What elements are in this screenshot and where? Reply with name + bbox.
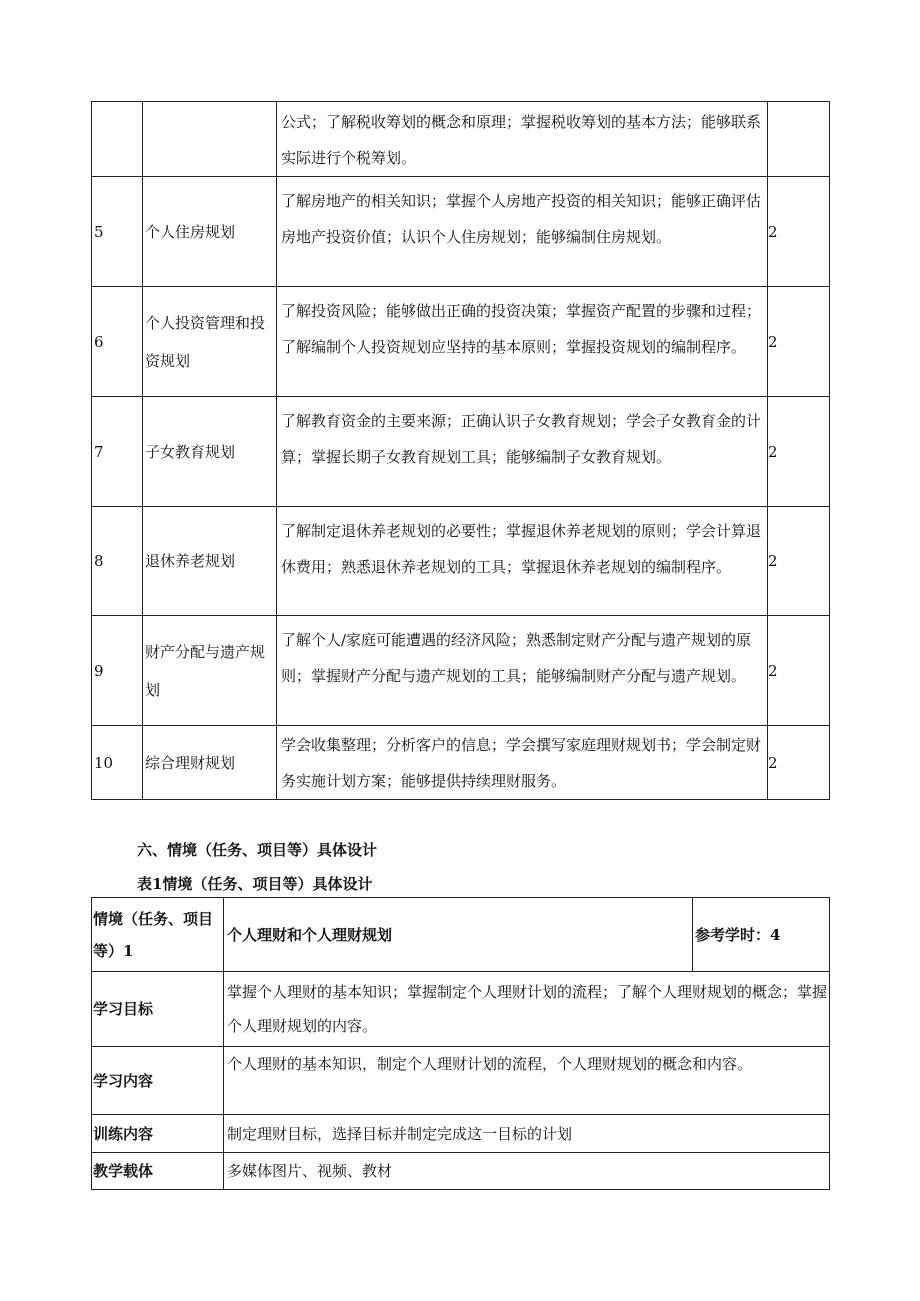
row-value: 掌握个人理财的基本知识；掌握制定个人理财计划的流程；了解个人理财规划的概念；掌握个人理财规划的内容。 [224, 972, 830, 1047]
empty-cell [768, 102, 830, 177]
row-number: 9 [92, 616, 143, 726]
row-value: 多媒体图片、视频、教材 [224, 1153, 830, 1190]
row-label: 训练内容 [92, 1115, 224, 1153]
module-name: 个人住房规划 [143, 177, 277, 287]
row-number: 5 [92, 177, 143, 287]
scenario-label: 情境（任务、项目等）1 [92, 898, 224, 972]
table-row [92, 972, 830, 1047]
table-row [92, 102, 830, 177]
table-row [92, 397, 830, 507]
table-row [92, 1153, 830, 1190]
content-cell: 公式；了解税收筹划的概念和原理；掌握税收筹划的基本方法；能够联系实际进行个税筹划。 [277, 102, 768, 177]
scenario-title: 个人理财和个人理财规划 [224, 898, 693, 972]
content-cell: 了解房地产的相关知识；掌握个人房地产投资的相关知识；能够正确评估房地产投资价值；认识个人住房规划；能够编制住房规划。 [277, 177, 768, 287]
row-number: 8 [92, 507, 143, 616]
hours-cell: 2 [768, 177, 830, 287]
module-name: 综合理财规划 [143, 726, 277, 800]
table-row [92, 177, 830, 287]
content-cell: 了解教育资金的主要来源；正确认识子女教育规划；学会子女教育金的计算；掌握长期子女教育规划工具；能够编制子女教育规划。 [277, 397, 768, 507]
table-caption: 表1情境（任务、项目等）具体设计 [137, 875, 373, 893]
module-name: 个人投资管理和投资规划 [143, 287, 277, 397]
row-value: 制定理财目标，选择目标并制定完成这一目标的计划 [224, 1115, 830, 1153]
section-heading: 六、情境（任务、项目等）具体设计 [137, 841, 378, 859]
hours-cell: 2 [768, 397, 830, 507]
table-row [92, 287, 830, 397]
table-row [92, 1047, 830, 1115]
hours-cell: 2 [768, 507, 830, 616]
scenario-design-table [91, 897, 830, 1190]
content-cell: 学会收集整理；分析客户的信息；学会撰写家庭理财规划书；学会制定财务实施计划方案；能够提供持续理财服务。 [277, 726, 768, 800]
module-name: 退休养老规划 [143, 507, 277, 616]
empty-cell [143, 102, 277, 177]
row-number: 7 [92, 397, 143, 507]
module-name: 财产分配与遗产规划 [143, 616, 277, 726]
hours-cell: 2 [768, 616, 830, 726]
table-row [92, 616, 830, 726]
row-number: 6 [92, 287, 143, 397]
table-row [92, 1115, 830, 1153]
course-content-table [91, 101, 830, 800]
content-cell: 了解制定退休养老规划的必要性；掌握退休养老规划的原则；学会计算退休费用；熟悉退休养老规划的工具；掌握退休养老规划的编制程序。 [277, 507, 768, 616]
row-label: 学习内容 [92, 1047, 224, 1115]
hours-cell: 2 [768, 287, 830, 397]
content-cell: 了解个人/家庭可能遭遇的经济风险；熟悉制定财产分配与遗产规划的原则；掌握财产分配与遗产规划的工具；能够编制财产分配与遗产规划。 [277, 616, 768, 726]
row-value: 个人理财的基本知识，制定个人理财计划的流程，个人理财规划的概念和内容。 [224, 1047, 830, 1115]
table-row [92, 726, 830, 800]
table-row [92, 507, 830, 616]
reference-hours: 参考学时：4 [693, 898, 830, 972]
table-row [92, 898, 830, 972]
row-label: 学习目标 [92, 972, 224, 1047]
row-label: 教学载体 [92, 1153, 224, 1190]
content-cell: 了解投资风险；能够做出正确的投资决策；掌握资产配置的步骤和过程；了解编制个人投资规划应坚持的基本原则；掌握投资规划的编制程序。 [277, 287, 768, 397]
row-number: 10 [92, 726, 143, 800]
empty-cell [92, 102, 143, 177]
module-name: 子女教育规划 [143, 397, 277, 507]
hours-cell: 2 [768, 726, 830, 800]
